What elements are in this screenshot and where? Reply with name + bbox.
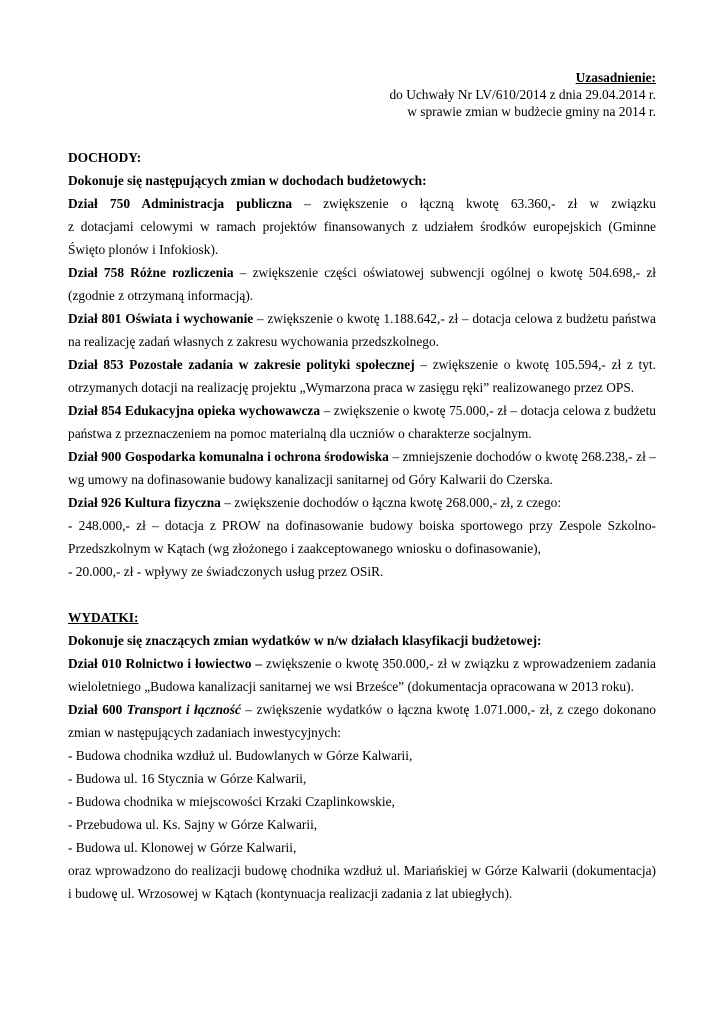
- header-subject: w sprawie zmian w budżecie gminy na 2014 r.: [407, 104, 656, 119]
- header-resolution: do Uchwały Nr LV/610/2014 z dnia 29.04.2014 r.: [389, 87, 656, 102]
- d758-text: – zwiększenie części oświatowej subwencji ogólnej o kwotę 504.698,- zł: [233, 265, 656, 280]
- d926-text: – zwiększenie dochodów o łączna kwotę 268.000,- zł, z czego:: [220, 495, 562, 510]
- d758-line2: (zgodnie z otrzymaną informacją).: [68, 288, 254, 303]
- d926-line1: [68, 491, 656, 514]
- list-item: - Budowa chodnika w miejscowości Krzaki Czaplinkowskie,: [68, 794, 395, 809]
- list-item: - Budowa ul. 16 Stycznia w Górze Kalwarii,: [68, 771, 307, 786]
- d600-title-b: Transport i łączność: [126, 702, 241, 717]
- header-title: Uzasadnienie:: [575, 70, 656, 85]
- d750-line2: z dotacjami celowymi w ramach projektów finansowanych z udziałem środków europejskich (Gminne: [68, 219, 656, 234]
- d010-text: zwiększenie o kwotę 350.000,- zł w związku z wprowadzeniem zadania: [262, 656, 656, 671]
- d854-text: – zwiększenie o kwotę 75.000,- zł – dotacja celowa z budżetu: [320, 403, 656, 418]
- document-body: [68, 146, 656, 905]
- d853-line2: otrzymanych dotacji na realizację projektu „Wymarzona praca w zasięgu ręki” realizowanego przez OPS.: [68, 380, 635, 395]
- d600-line2: zmian w następujących zadaniach inwestycyjnych:: [68, 725, 341, 740]
- d600-line1: [68, 698, 656, 721]
- d600-text: – zwiększenie wydatków o łączna kwotę 1.071.000,- zł, z czego dokonano: [240, 702, 657, 717]
- d900-text: – zmniejszenie dochodów o kwotę 268.238,- zł –: [388, 449, 656, 464]
- d010-line1: [68, 652, 656, 675]
- document-header: [389, 69, 656, 120]
- dochody-intro: Dokonuje się następujących zmian w dochodach budżetowych:: [68, 173, 427, 188]
- d854-line1: [68, 399, 656, 422]
- d600-line3: oraz wprowadzono do realizacji budowę chodnika wzdłuż ul. Mariańskiej w Górze Kalwarii (dokumentacja): [68, 863, 656, 878]
- d801-title: Dział 801 Oświata i wychowanie: [68, 311, 254, 326]
- d854-title: Dział 854 Edukacyjna opieka wychowawcza: [68, 403, 321, 418]
- d750-text: – zwiększenie o łączną kwotę 63.360,- zł w związku: [292, 196, 656, 211]
- section-spacer: [68, 583, 656, 606]
- d758-title: Dział 758 Różne rozliczenia: [68, 265, 234, 280]
- d926-line2: - 248.000,- zł – dotacja z PROW na dofinasowanie budowy boiska sportowego przy Zespole Szkolno-: [68, 518, 656, 533]
- d900-line2: wg umowy na dofinasowanie budowy kanalizacji sanitarnej od Góry Kalwarii do Czerska.: [68, 472, 553, 487]
- list-item: - Budowa chodnika wzdłuż ul. Budowlanych w Górze Kalwarii,: [68, 748, 413, 763]
- d926-line4: - 20.000,- zł - wpływy ze świadczonych usług przez OSiR.: [68, 564, 384, 579]
- d926-title: Dział 926 Kultura fizyczna: [68, 495, 221, 510]
- list-item: - Przebudowa ul. Ks. Sajny w Górze Kalwarii,: [68, 817, 318, 832]
- d600-line4: i budowę ul. Wrzosowej w Kątach (kontynuacja realizacji zadania z lat ubiegłych).: [68, 886, 513, 901]
- d600-title-a: Dział 600: [68, 702, 127, 717]
- d854-line2: państwa z przeznaczeniem na pomoc materialną dla uczniów o charakterze socjalnym.: [68, 426, 532, 441]
- section-heading-dochody: DOCHODY:: [68, 150, 142, 165]
- d750-line1: [68, 192, 656, 215]
- d900-title: Dział 900 Gospodarka komunalna i ochrona środowiska: [68, 449, 389, 464]
- d801-line2: na realizację zadań własnych z zakresu wychowania przedszkolnego.: [68, 334, 440, 349]
- d750-title: Dział 750 Administracja publiczna: [68, 196, 293, 211]
- d900-line1: [68, 445, 656, 468]
- d010-title: Dział 010 Rolnictwo i łowiectwo –: [68, 656, 263, 671]
- d853-line1: [68, 353, 656, 376]
- wydatki-intro: Dokonuje się znaczących zmian wydatków w n/w działach klasyfikacji budżetowej:: [68, 633, 542, 648]
- d926-line3: Przedszkolnym w Kątach (wg złożonego i zaakceptowanego wniosku o dofinasowanie),: [68, 541, 541, 556]
- list-item: - Budowa ul. Klonowej w Górze Kalwarii,: [68, 840, 297, 855]
- d801-text: – zwiększenie o kwotę 1.188.642,- zł – dotacja celowa z budżetu państwa: [253, 311, 656, 326]
- d010-line2: wieloletniego „Budowa kanalizacji sanitarnej we wsi Brześce” (dokumentacja opracowana w 2013 roku).: [68, 679, 634, 694]
- d801-line1: [68, 307, 656, 330]
- d853-title: Dział 853 Pozostałe zadania w zakresie polityki społecznej: [68, 357, 415, 372]
- d758-line1: [68, 261, 656, 284]
- section-heading-wydatki: WYDATKI:: [68, 610, 139, 625]
- d853-text: – zwiększenie o kwotę 105.594,- zł z tyt.: [414, 357, 656, 372]
- d750-line3: Święto plonów i Infokiosk).: [68, 242, 219, 257]
